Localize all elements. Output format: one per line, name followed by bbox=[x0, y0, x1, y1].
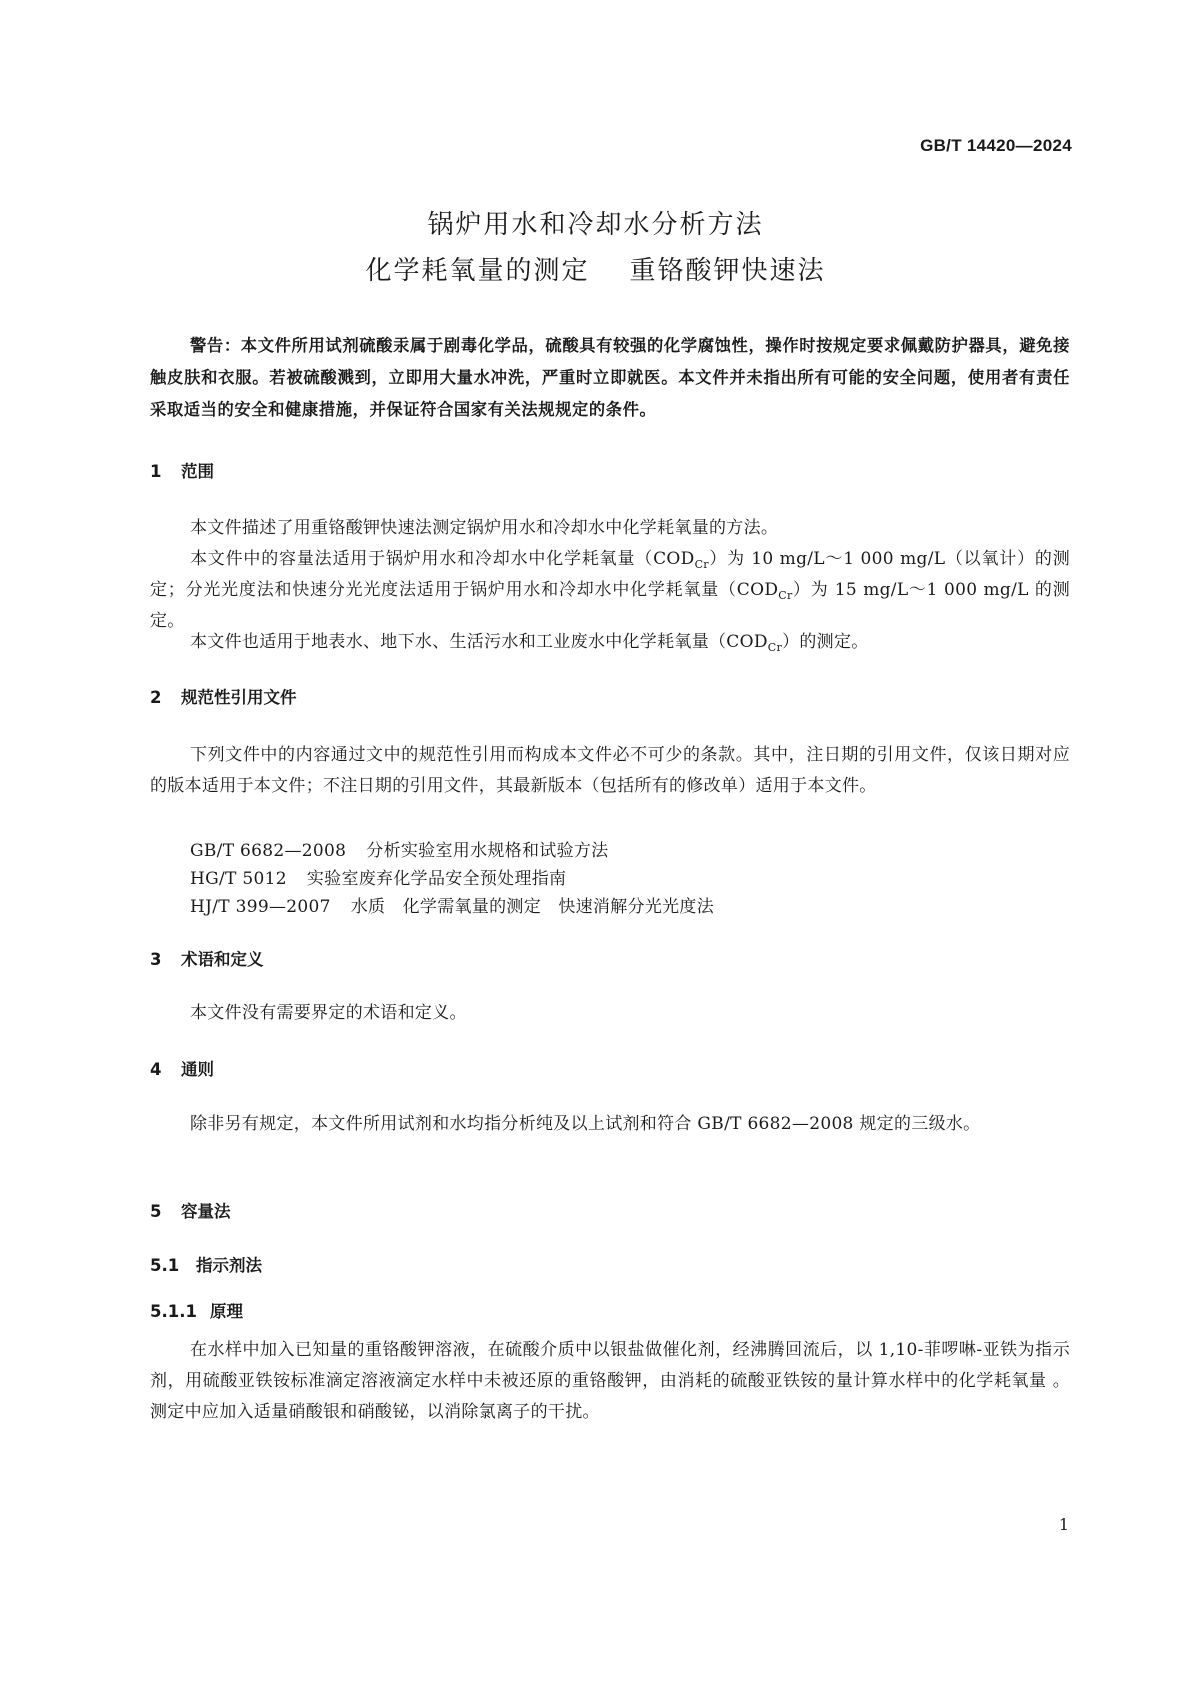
section-title: 容量法 bbox=[181, 1202, 231, 1221]
subscript-cr: Cr bbox=[694, 558, 709, 571]
section-title: 术语和定义 bbox=[181, 950, 264, 969]
section-2-heading bbox=[150, 684, 297, 708]
reference-name: 水质 化学需氧量的测定 快速消解分光光度法 bbox=[350, 897, 715, 917]
section-1-heading bbox=[150, 458, 214, 482]
section-title: 规范性引用文件 bbox=[181, 688, 297, 707]
reference-item bbox=[190, 864, 566, 889]
section-5-1-1-paragraph-1: 在水样中加入已知量的重铬酸钾溶液，在硫酸介质中以银盐做催化剂，经沸腾回流后，以 1,10-菲啰啉-亚铁为指示剂，用硫酸亚铁铵标准滴定溶液滴定水样中未被还原的重铬酸钾，由消耗的硫酸亚铁铵的量计算水样中的化学耗氧量 。测定中应加入适量硝酸银和硝酸铋，以消除氯离子的干扰。 bbox=[150, 1340, 1070, 1422]
section-title: 原理 bbox=[210, 1302, 243, 1321]
section-1-paragraph-3 bbox=[150, 627, 1070, 658]
section-1-paragraph-2 bbox=[150, 544, 1070, 637]
section-number: 5 bbox=[150, 1202, 162, 1221]
standard-code: GB/T 14420—2024 bbox=[920, 136, 1072, 155]
title-part-right: 重铬酸钾快速法 bbox=[629, 256, 826, 286]
section-4-heading bbox=[150, 1056, 214, 1080]
section-2-paragraph-1: 下列文件中的内容通过文中的规范性引用而构成本文件必不可少的条款。其中，注日期的引用文件，仅该日期对应的版本适用于本文件；不注日期的引用文件，其最新版本（包括所有的修改单）适用于本文件。 bbox=[150, 745, 1070, 796]
safety-warning: 警告：本文件所用试剂硫酸汞属于剧毒化学品，硫酸具有较强的化学腐蚀性，操作时按规定要求佩戴防护器具，避免接触皮肤和衣服。若被硫酸溅到，立即用大量水冲洗，严重时立即就医。本文件并未指出所有可能的安全问题，使用者有责任采取适当的安全和健康措施，并保证符合国家有关法规规定的条件。 bbox=[150, 336, 1070, 419]
document-title-line2 bbox=[0, 250, 1191, 287]
text-run: ）为 10 mg/L～1 000 mg/L（以氧计）的测定；分光光度法和快速分光光度法适用于锅炉用水和冷却水中化学耗氧量（COD bbox=[150, 549, 1070, 600]
section-number: 4 bbox=[150, 1060, 162, 1079]
text-run: ）的测定。 bbox=[782, 632, 869, 652]
reference-item bbox=[190, 836, 608, 861]
reference-code: GB/T 6682—2008 bbox=[190, 841, 347, 861]
section-number: 3 bbox=[150, 950, 162, 969]
reference-code: HG/T 5012 bbox=[190, 869, 287, 889]
text-run: 本文件也适用于地表水、地下水、生活污水和工业废水中化学耗氧量（COD bbox=[190, 632, 768, 652]
section-title: 指示剂法 bbox=[196, 1256, 262, 1275]
document-title-line1: 锅炉用水和冷却水分析方法 bbox=[427, 210, 764, 240]
text-run: 本文件中的容量法适用于锅炉用水和冷却水中化学耗氧量（COD bbox=[190, 549, 695, 569]
page-number: 1 bbox=[1058, 1515, 1069, 1534]
section-number: 5.1.1 bbox=[150, 1302, 197, 1321]
reference-code: HJ/T 399—2007 bbox=[190, 897, 331, 917]
section-title: 通则 bbox=[181, 1060, 214, 1079]
section-number: 5.1 bbox=[150, 1256, 180, 1275]
section-number: 1 bbox=[150, 462, 162, 481]
reference-name: 实验室废弃化学品安全预处理指南 bbox=[306, 869, 567, 889]
section-number: 2 bbox=[150, 688, 162, 707]
subscript-cr: Cr bbox=[767, 641, 783, 654]
section-5-heading bbox=[150, 1198, 231, 1222]
section-3-heading bbox=[150, 946, 264, 970]
section-5-1-1-heading bbox=[150, 1298, 243, 1322]
section-4-paragraph-1: 除非另有规定，本文件所用试剂和水均指分析纯及以上试剂和符合 GB/T 6682—2008 规定的三级水。 bbox=[190, 1114, 981, 1134]
reference-item bbox=[190, 892, 714, 917]
section-3-paragraph-1: 本文件没有需要界定的术语和定义。 bbox=[190, 1003, 467, 1023]
subscript-cr: Cr bbox=[778, 589, 793, 602]
section-1-paragraph-1: 本文件描述了用重铬酸钾快速法测定锅炉用水和冷却水中化学耗氧量的方法。 bbox=[190, 518, 779, 538]
text-run: ）为 15 mg/L～1 000 mg/L 的测定。 bbox=[150, 580, 1070, 631]
reference-name: 分析实验室用水规格和试验方法 bbox=[366, 841, 609, 861]
section-title: 范围 bbox=[181, 462, 214, 481]
title-part-left: 化学耗氧量的测定 bbox=[365, 256, 590, 286]
section-5-1-heading bbox=[150, 1252, 262, 1276]
